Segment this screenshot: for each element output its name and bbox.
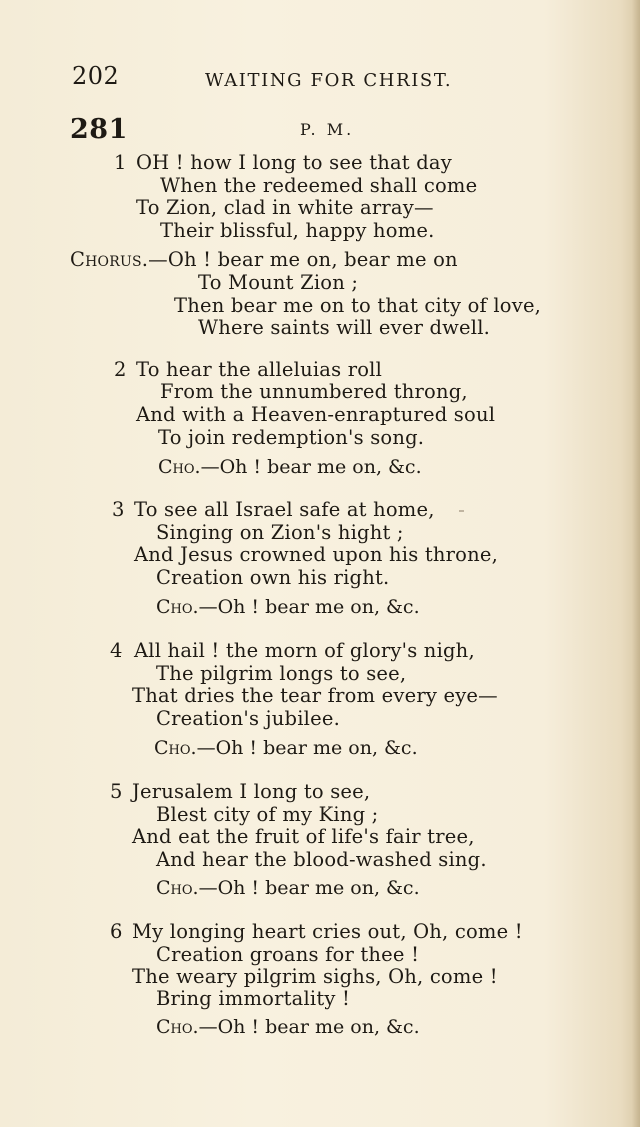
verse-line: Their blissful, happy home. — [160, 219, 435, 242]
chorus-reference — [156, 877, 420, 899]
verse-line: To hear the alleluias roll — [136, 358, 383, 381]
chorus-reference — [154, 737, 418, 759]
chorus-line: Where saints will ever dwell. — [198, 316, 491, 339]
verse-line: And eat the fruit of life's fair tree, — [132, 825, 475, 848]
verse-line: All hail ! the morn of glory's nigh, — [134, 639, 475, 662]
chorus-reference-label: Cho. — [156, 877, 199, 899]
verse-line: The pilgrim longs to see, — [156, 662, 407, 685]
hymn-meter: P. M. — [300, 120, 355, 139]
chorus-reference-text: —Oh ! bear me on, &c. — [198, 1016, 420, 1038]
verse-line: To join redemption's song. — [158, 426, 425, 449]
verse-line: To see all Israel safe at home, — [134, 498, 435, 521]
verse-number: 3 — [112, 498, 125, 521]
chorus-reference-text: —Oh ! bear me on, &c. — [198, 877, 420, 899]
hymn-number: 281 — [70, 114, 128, 145]
verse-line: Creation own his right. — [156, 566, 390, 589]
chorus-reference-label: Cho. — [154, 737, 197, 759]
ink-speck — [459, 510, 464, 512]
verse-number: 4 — [110, 639, 123, 662]
chorus-reference-label: Cho. — [158, 456, 201, 478]
verse-line: Singing on Zion's hight ; — [156, 521, 404, 544]
verse-line: To Zion, clad in white array— — [136, 196, 434, 219]
chorus-reference-text: —Oh ! bear me on, &c. — [200, 456, 422, 478]
verse-line: And hear the blood-washed sing. — [156, 848, 487, 871]
verse-line: From the unnumbered throng, — [160, 380, 468, 403]
verse-line: The weary pilgrim sighs, Oh, come ! — [132, 965, 498, 988]
verse-line: Bring immortality ! — [156, 987, 351, 1010]
chorus-reference-label: Cho. — [156, 596, 199, 618]
verse-line: That dries the tear from every eye— — [132, 684, 498, 707]
verse-number: 1 — [114, 151, 127, 174]
verse-line: Creation groans for thee ! — [156, 943, 420, 966]
verse-line: Blest city of my King ; — [156, 803, 379, 826]
verse-line: Creation's jubilee. — [156, 707, 340, 730]
chorus-line: Then bear me on to that city of love, — [174, 294, 542, 317]
chorus-reference-text: —Oh ! bear me on, &c. — [198, 596, 420, 618]
chorus-line: —Oh ! bear me on, bear me on — [148, 248, 458, 271]
verse-line: And with a Heaven-enraptured soul — [136, 403, 496, 426]
verse-line: OH ! how I long to see that day — [136, 151, 452, 174]
page-number: 202 — [72, 62, 120, 90]
chorus-reference — [156, 1016, 420, 1038]
page-edge-shadow — [632, 0, 640, 1127]
chorus-reference — [158, 456, 422, 478]
verse-line: Jerusalem I long to see, — [132, 780, 371, 803]
chorus-reference-text: —Oh ! bear me on, &c. — [196, 737, 418, 759]
running-title: WAITING FOR CHRIST. — [205, 70, 453, 91]
chorus-reference — [156, 596, 420, 618]
verse-number: 5 — [110, 780, 123, 803]
chorus-label: Chorus. — [70, 248, 149, 271]
chorus-line: To Mount Zion ; — [198, 271, 359, 294]
verse-line: And Jesus crowned upon his throne, — [134, 543, 498, 566]
chorus-first-line — [70, 248, 458, 271]
verse-line: My longing heart cries out, Oh, come ! — [132, 920, 523, 943]
chorus-reference-label: Cho. — [156, 1016, 199, 1038]
verse-line: When the redeemed shall come — [160, 174, 478, 197]
verse-number: 6 — [110, 920, 123, 943]
verse-number: 2 — [114, 358, 127, 381]
